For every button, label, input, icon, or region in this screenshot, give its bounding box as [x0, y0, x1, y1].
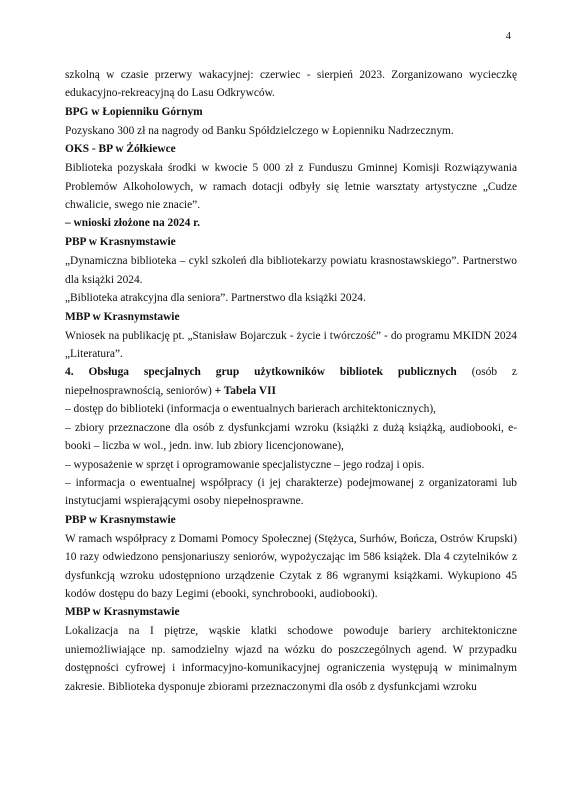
paragraph: Wniosek na publikację pt. „Stanisław Bojarczuk - życie i twórczość” - do programu MKIDN 2024 „Literatura”.	[65, 329, 517, 361]
section-heading: PBP w Krasnymstawie	[65, 513, 176, 526]
list-item: – zbiory przeznaczone dla osób z dysfunkcjami wzroku (książki z dużą książką, audiobooki, e-booki – liczba w wol., jedn. inw. lub zbiory licencjonowane),	[65, 421, 517, 453]
section-heading: PBP w Krasnymstawie	[65, 236, 176, 249]
section-heading: MBP w Krasnymstawie	[65, 310, 180, 323]
page-number: 4	[505, 31, 511, 42]
list-item: – informacja o ewentualnej współpracy (i jej charakterze) podejmowanej z organizatorami lub instytucjami wspierającymi osoby niepełnosprawne.	[65, 476, 517, 508]
paragraph: Lokalizacja na I piętrze, wąskie klatki schodowe powoduje bariery architektoniczne uniemożliwiające np. samodzielny wjazd na wózku do poszczególnych agend. W przypadku dostępności cyfrowej i informacyjno-komunikacyjnej ograniczenia występują w minimalnym zakresie. Biblioteka dysponuje zbiorami przeznaczonymi dla osób z dysfunkcjami wzroku	[65, 625, 517, 693]
paragraph: W ramach współpracy z Domami Pomocy Społecznej (Stężyca, Surhów, Bończa, Ostrów Krupski) 10 razy odwiedzono pensjonariuszy seniorów, wypożyczając im 586 książek. Dla 4 czytelników z dysfunkcją wzroku udostępniono urządzenie Czytak z 86 wgranymi książkami. Wykupiono 45 kodów dostępu do bazy Legimi (ebooki, synchrobooki, audiobooki).	[65, 532, 517, 600]
section-heading: BPG w Łopienniku Górnym	[65, 105, 203, 118]
paragraph: Pozyskano 300 zł na nagrody od Banku Spółdzielczego w Łopienniku Nadrzecznym.	[65, 124, 454, 137]
paragraph: „Biblioteka atrakcyjna dla seniora”. Partnerstwo dla książki 2024.	[65, 292, 366, 305]
paragraph: Biblioteka pozyskała środki w kwocie 5 000 zł z Funduszu Gminnej Komisji Rozwiązywania Problemów Alkoholowych, w ramach dotacji odbyły się letnie warsztaty artystyczne „Cudze chwalicie, swego nie znacie”.	[65, 162, 517, 212]
section-title-note: (osób z niepełnosprawnością, seniorów)	[65, 366, 517, 397]
paragraph: szkolną w czasie przerwy wakacyjnej: czerwiec - sierpień 2023. Zorganizowano wycieczkę edukacyjno-rekreacyjną do Lasu Odkrywców.	[65, 69, 517, 100]
list-item: – dostęp do biblioteki (informacja o ewentualnych barierach architektonicznych),	[65, 403, 437, 416]
section-title-table: + Tabela VII	[214, 384, 276, 397]
section-heading: OKS - BP w Żółkiewce	[65, 143, 176, 156]
section-title-main: 4. Obsługa specjalnych grup użytkowników bibliotek publicznych	[65, 366, 457, 379]
paragraph: „Dynamiczna biblioteka – cykl szkoleń dla bibliotekarzy powiatu krasnostawskiego”. Partnerstwo dla książki 2024.	[65, 255, 517, 286]
document-body	[65, 66, 517, 696]
list-item: – wyposażenie w sprzęt i oprogramowanie specjalistyczne – jego rodzaj i opis.	[65, 458, 425, 471]
section-heading: MBP w Krasnymstawie	[65, 606, 180, 619]
section-title	[65, 363, 517, 400]
subheading: – wnioski złożone na 2024 r.	[65, 217, 201, 230]
